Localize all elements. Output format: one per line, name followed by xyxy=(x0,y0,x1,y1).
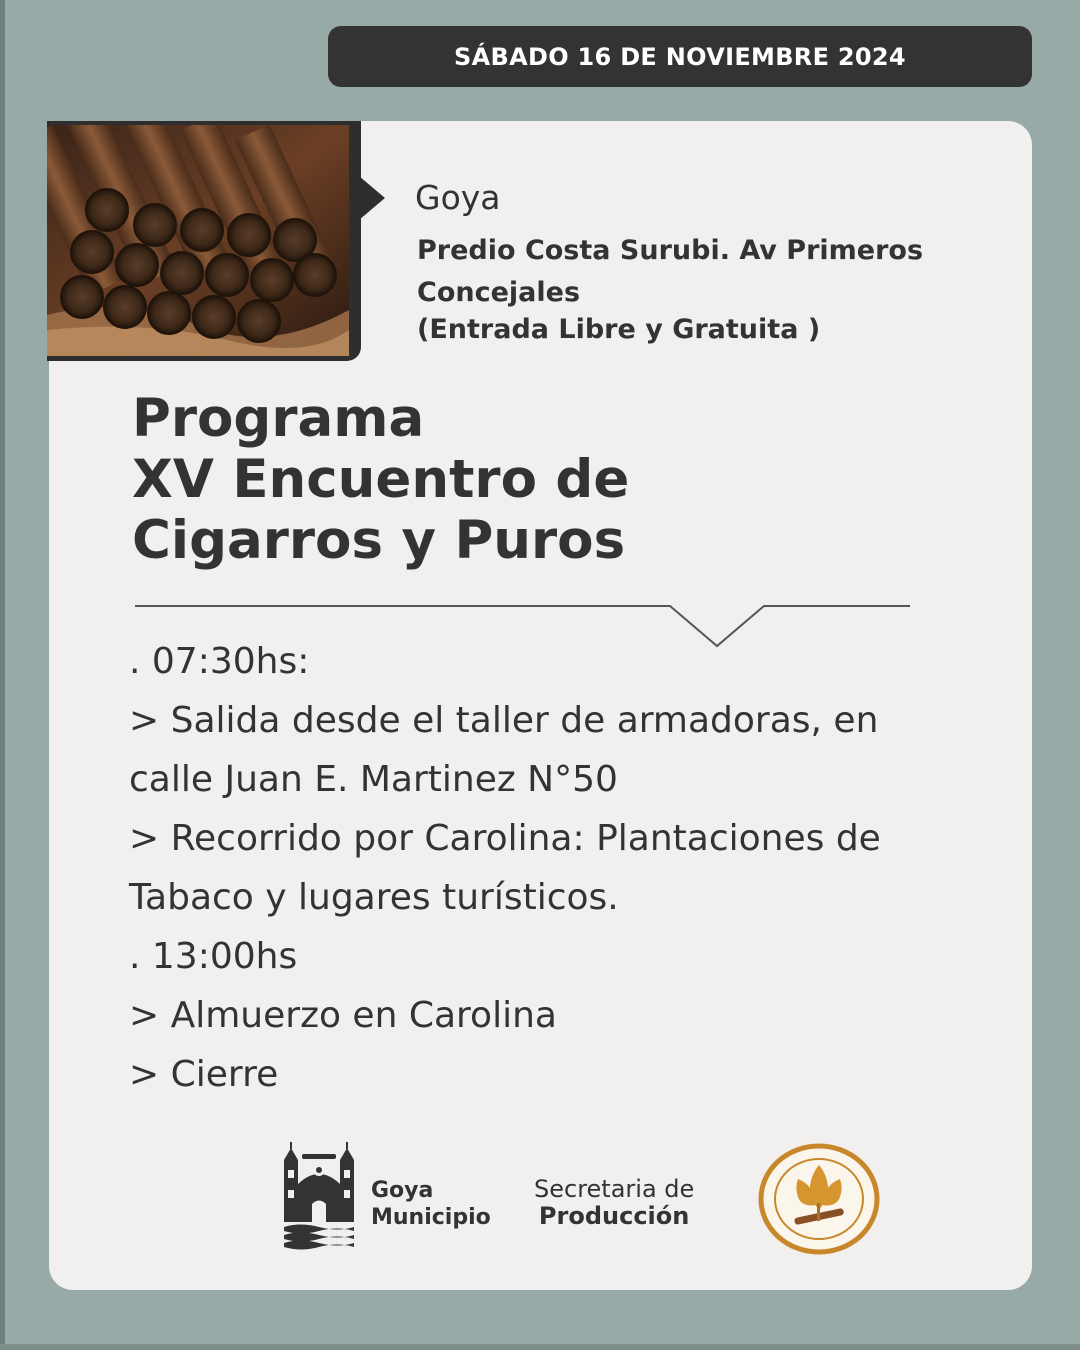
secretaria-line2: Producción xyxy=(538,1202,690,1230)
event-title-line2: XV Encuentro de xyxy=(132,449,630,510)
schedule-line: . 07:30hs: xyxy=(129,641,310,682)
secretaria-line1: Secretaria de xyxy=(534,1175,695,1203)
schedule-line: > Almuerzo en Carolina xyxy=(129,995,557,1036)
bottom-edge-stripe xyxy=(0,1344,1080,1350)
schedule-line: > Recorrido por Carolina: Plantaciones de xyxy=(129,818,881,859)
photo-pointer-arrow xyxy=(359,176,385,220)
municipio-logo-line2: Municipio xyxy=(371,1205,491,1230)
schedule-line: calle Juan E. Martinez N°50 xyxy=(129,759,618,800)
schedule-line: > Cierre xyxy=(129,1054,279,1095)
event-title-line1: Programa xyxy=(132,388,425,449)
schedule-list xyxy=(129,632,1009,1104)
schedule-line: . 13:00hs xyxy=(129,936,298,977)
cigar-association-seal-icon xyxy=(758,1143,880,1255)
left-edge-stripe xyxy=(0,0,5,1350)
secretaria-logo xyxy=(534,1176,694,1230)
schedule-line: Tabaco y lugares turísticos. xyxy=(129,877,619,918)
location-city: Goya xyxy=(415,178,501,217)
cigars-photo xyxy=(47,125,349,356)
municipio-logo-text xyxy=(371,1177,491,1231)
municipio-church-logo-icon xyxy=(282,1142,356,1252)
schedule-line: > Salida desde el taller de armadoras, en xyxy=(129,700,879,741)
location-place-line2: Concejales xyxy=(417,277,581,308)
event-title-line3: Cigarros y Puros xyxy=(132,510,626,571)
municipio-logo-line1: Goya xyxy=(371,1178,434,1203)
location-place xyxy=(417,230,977,314)
location-place-line1: Predio Costa Surubi. Av Primeros xyxy=(417,235,924,266)
event-title xyxy=(132,388,832,571)
location-entry-note: (Entrada Libre y Gratuita ) xyxy=(417,314,821,345)
date-banner: SÁBADO 16 DE NOVIEMBRE 2024 xyxy=(328,26,1032,87)
